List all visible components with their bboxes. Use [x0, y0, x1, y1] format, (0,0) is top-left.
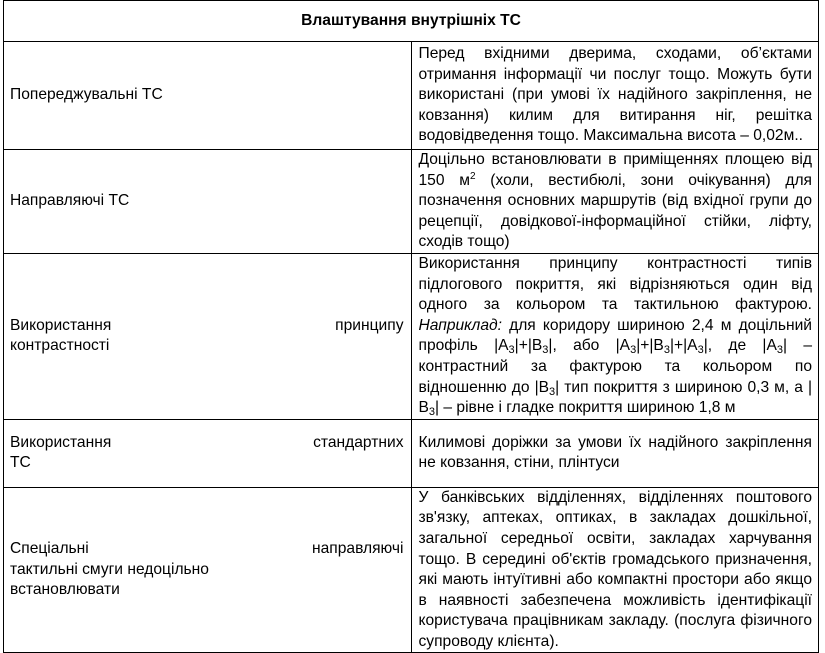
subscript: 3: [508, 344, 515, 357]
row-description: [411, 253, 819, 419]
ts-installation-table: [3, 0, 819, 653]
row-label: [4, 253, 412, 419]
label-word: Використання: [10, 433, 112, 451]
desc-text: (холи, вестибюлі, зони очікування) для позначення основних маршрутів (від вхідної групи до рецепції, довідкової-інформаційної стійки, ліфту, сходів тощо): [418, 171, 812, 251]
desc-text: |, або |А: [548, 337, 631, 355]
row-description: Килимові доріжки за умови їх надійного закріплення не ковзання, стіни, плінтуси: [411, 419, 819, 487]
desc-text: Використання принципу контрастності типів підлогового покриття, які відрізняються один від одного за кольором та тактильною фактурою.: [418, 254, 812, 314]
label-line: ТС: [10, 454, 31, 472]
label-line: встановлювати: [10, 581, 120, 599]
table-header-row: [4, 1, 819, 42]
desc-text: | – рівне і гладке покриття шириною 1,8 м: [435, 399, 736, 417]
label-line: тактильні смуги недоцільно: [10, 560, 209, 578]
label-line: [10, 539, 404, 560]
row-label: Попереджувальні ТС: [4, 42, 412, 150]
table-title: Влаштування внутрішніх ТС: [4, 1, 819, 42]
table-row: [4, 150, 819, 254]
desc-text: для коридору шириною 2,4 м доцільний профіль |А: [418, 316, 812, 355]
subscript: 3: [542, 344, 549, 357]
desc-text: |+|В: [636, 337, 664, 355]
table-row: [4, 42, 819, 150]
desc-text: | тип покриття з шириною 0,3 м, а |В: [418, 378, 812, 417]
subscript: 3: [549, 385, 556, 398]
row-label: [4, 487, 412, 653]
label-line: контрастності: [10, 337, 110, 355]
label-word: направляючі: [312, 540, 404, 558]
row-label: Направляючі ТС: [4, 150, 412, 254]
desc-text: | – контрастний за фактурою та кольором по відношенню до |В: [418, 337, 813, 396]
subscript: 3: [663, 344, 670, 357]
label-word: Спеціальні: [10, 540, 89, 558]
subscript: 3: [428, 406, 436, 419]
row-label: [4, 419, 412, 487]
row-description: У банківських відділеннях, відділеннях поштового зв'язку, аптеках, оптиках, в закладах дошкільної, загальної середньої освіти, закладах харчування тощо. В середині об'єктів громадського призначення, які мають інтуїтивні або компактні простори або якщо в наявності забезпечена можливість ідентифікації користувача працівникам закладу. (послуга фізичного супроводу клієнта).: [411, 487, 819, 653]
table-row: [4, 487, 819, 653]
subscript: 3: [776, 344, 783, 357]
desc-text: Доцільно встановлювати в приміщеннях площею від 150 м: [418, 151, 812, 189]
label-word: стандартних: [313, 433, 404, 451]
table-row: [4, 419, 819, 487]
desc-text: |+|А: [669, 337, 698, 355]
label-word: Використання: [10, 316, 112, 334]
label-word: принципу: [335, 316, 404, 334]
subscript: 3: [630, 344, 637, 357]
label-line: [10, 433, 404, 454]
superscript: 2: [469, 170, 476, 182]
desc-text: |, де |А: [703, 337, 777, 355]
row-description: [411, 150, 819, 254]
label-line: [10, 316, 404, 337]
example-label: Наприклад:: [418, 316, 502, 334]
row-description: Перед вхідними дверима, сходами, об’єктами отримання інформації чи послуг тощо. Можуть бути використані (при умові їх надійного закріплення, не ковзання) килим для витирання ніг, решітка водовідведення тощо. Максимальна висота – 0,02м..: [411, 42, 819, 150]
desc-text: |+|В: [514, 337, 543, 355]
table-row: [4, 253, 819, 419]
subscript: 3: [697, 344, 704, 357]
